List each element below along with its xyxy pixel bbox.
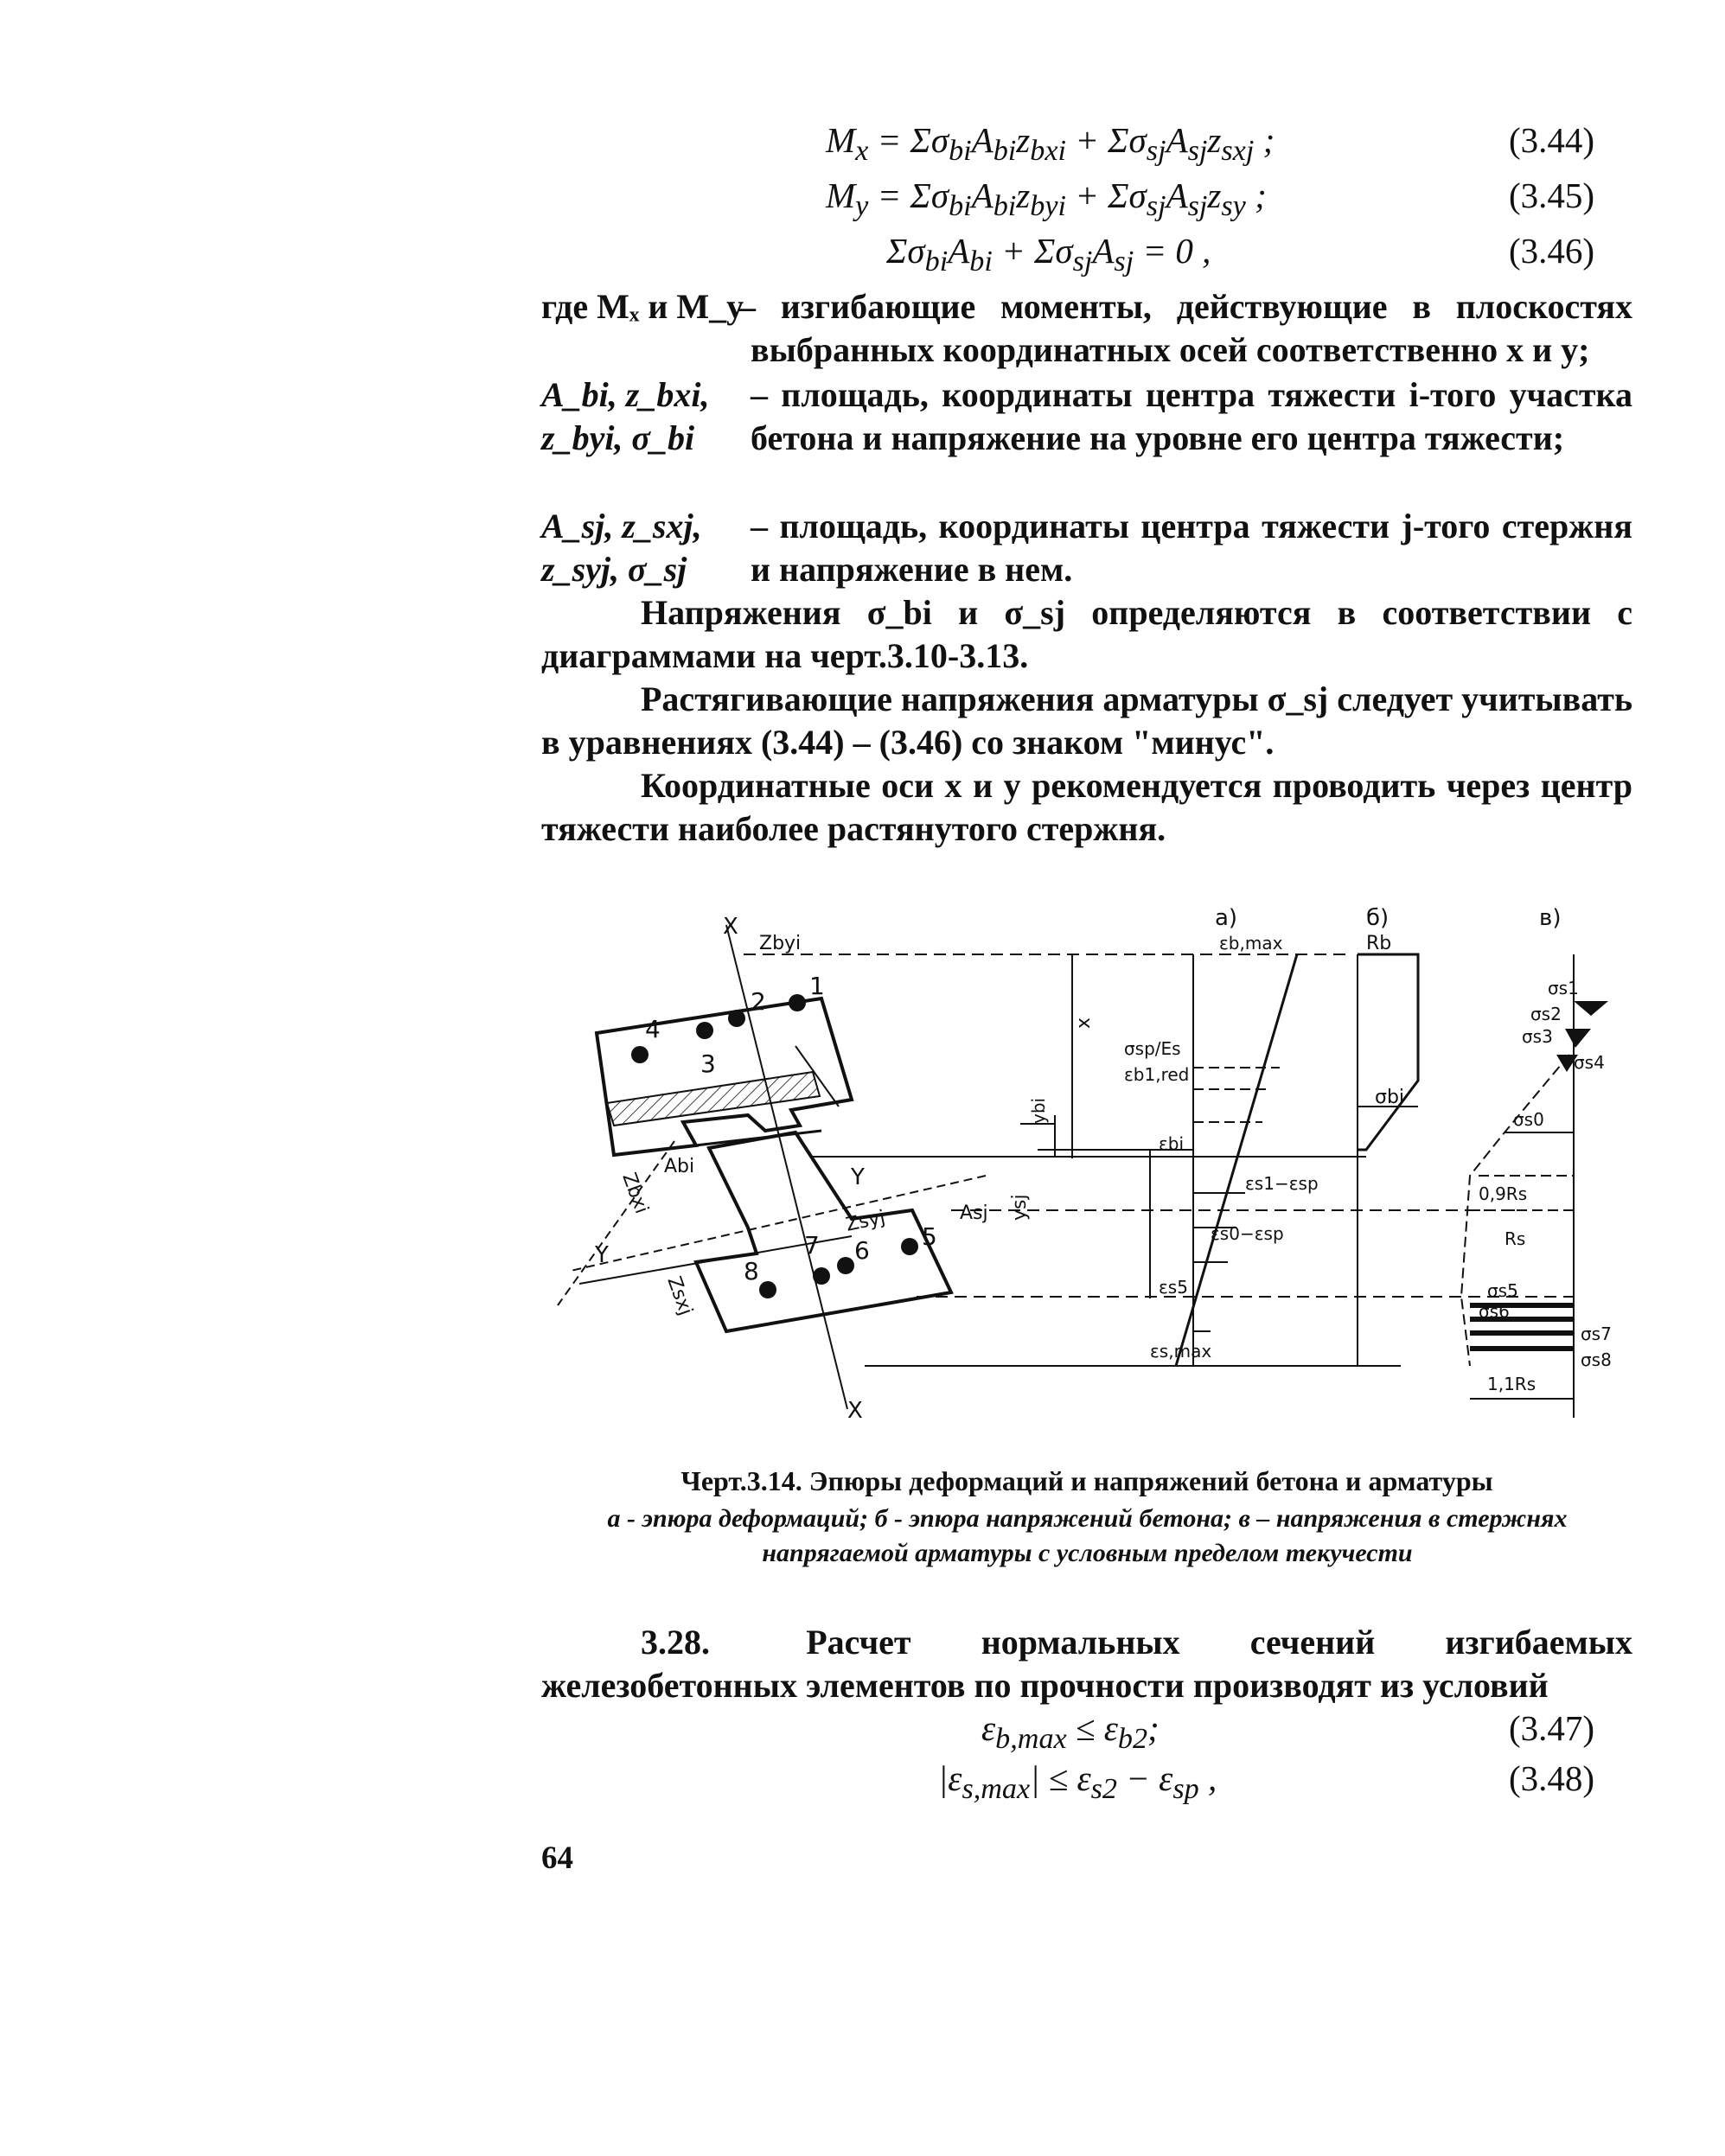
label-sigma-s6: σs6 <box>1479 1301 1510 1322</box>
label-eps-b1-red: εb1,red <box>1124 1064 1190 1085</box>
label-eps-s0-sp: εs0−εsp <box>1211 1223 1284 1244</box>
label-eps-b-max: εb,max <box>1219 933 1283 954</box>
axis-x-top: X <box>723 914 738 940</box>
definition-text-1: – изгибающие моменты, действующие в плоскостях выбранных координатных осей соответственно x и y; <box>738 287 1632 369</box>
bar-label-2: 2 <box>751 987 766 1016</box>
bar-1-icon <box>789 994 806 1011</box>
label-asj: Asj <box>960 1202 988 1224</box>
label-eps-s1-sp: εs1−εsp <box>1245 1173 1319 1194</box>
panel-a-strain <box>1176 954 1297 1366</box>
equation-3-48: $|\varepsilon_{s,max}| \le \varepsilon_{s2} - \varepsilon_{sp}$ , <box>938 1758 1217 1806</box>
bar-label-7: 7 <box>804 1231 820 1260</box>
label-sigma-s7: σs7 <box>1581 1324 1612 1344</box>
label-sigma-s1: σs1 <box>1548 978 1579 998</box>
definition-text-3: – площадь, координаты центра тяжести j-того стержня и напряжение в нем. <box>751 507 1632 589</box>
label-sigma-sp-es: σsp/Es <box>1124 1038 1181 1059</box>
bar-label-3: 3 <box>700 1049 716 1078</box>
axis-y-right: Y <box>851 1164 865 1190</box>
equation-3-45: $M_y = \Sigma\sigma_{bi}A_{bi}z_{byi} + \Sigma\sigma_{sj}A_{sj}z_{sy}$ ; <box>826 175 1267 223</box>
dimension-lines <box>744 954 1574 1366</box>
equation-number-3-46: (3.46) <box>1509 231 1595 271</box>
section-text: Расчет нормальных сечений изгибаемых железобетонных элементов по прочности производят из условий <box>541 1623 1632 1705</box>
label-sigma-s4: σs4 <box>1574 1052 1605 1073</box>
axis-y-left: Y <box>595 1242 609 1268</box>
label-abi: Abi <box>664 1156 695 1177</box>
label-zbyi: Zbyi <box>759 933 802 954</box>
bar-label-6: 6 <box>854 1236 870 1265</box>
bar-4-icon <box>631 1046 648 1063</box>
label-zsxj: Zsxj <box>662 1273 697 1318</box>
cross-section <box>597 998 951 1331</box>
label-sigma-s5: σs5 <box>1487 1280 1518 1301</box>
bar-label-4: 4 <box>645 1015 661 1043</box>
paragraph-1: Напряжения σ_bi и σ_sj определяются в соответствии с диаграммами на черт.3.10-3.13. <box>541 593 1632 675</box>
equation-3-46: $\Sigma\sigma_{bi}A_{bi} + \Sigma\sigma_{sj}A_{sj} = 0$ , <box>886 231 1211 278</box>
axis-x-bottom: X <box>847 1398 863 1424</box>
bar-3-icon <box>696 1022 713 1039</box>
section-3-28 <box>541 1621 1632 1707</box>
label-11rs: 1,1Rs <box>1487 1374 1537 1394</box>
label-zbxi: Zbxi <box>617 1170 653 1217</box>
figure-caption-title: Черт.3.14. Эпюры деформаций и напряжений бетона и арматуры <box>680 1465 1493 1496</box>
label-rb: Rb <box>1366 933 1392 954</box>
label-eps-bi: εbi <box>1159 1133 1185 1154</box>
definition-term-2: A_bi, z_bxi, z_byi, σ_bi <box>541 375 710 457</box>
label-sigma-s3: σs3 <box>1522 1026 1553 1047</box>
label-sigma-bi: σbi <box>1375 1087 1405 1108</box>
panel-a-label: а) <box>1215 905 1238 931</box>
paragraph-2: Растягивающие напряжения арматуры σ_sj следует учитывать в уравнениях (3.44) – (3.46) со знаком "минус". <box>541 679 1632 762</box>
definition-term-3: A_sj, z_sxj, z_syj, σ_sj <box>541 507 702 589</box>
label-zsyj: Zsyj <box>844 1206 887 1236</box>
equation-number-3-47: (3.47) <box>1509 1708 1595 1748</box>
panel-b-stress <box>1358 954 1418 1366</box>
bar-2-icon <box>728 1010 745 1027</box>
label-sigma-s8: σs8 <box>1581 1349 1612 1370</box>
bar-5-icon <box>901 1238 918 1255</box>
panel-c-label: в) <box>1539 905 1562 931</box>
label-x-dim: x <box>1073 1017 1095 1029</box>
equation-number-3-45: (3.45) <box>1509 175 1595 215</box>
page-number: 64 <box>541 1840 573 1876</box>
paragraph-3: Координатные оси x и y рекомендуется проводить через центр тяжести наиболее растянутого стержня. <box>541 766 1632 848</box>
label-sigma-s2: σs2 <box>1530 1004 1562 1024</box>
label-rs: Rs <box>1505 1228 1526 1249</box>
label-eps-s5: εs5 <box>1159 1277 1188 1298</box>
equation-3-47: $\varepsilon_{b,max} \le \varepsilon_{b2}$; <box>981 1708 1160 1756</box>
figure-caption-subtitle: а - эпюра деформаций; б - эпюра напряжений бетона; в – напряжения в стержнях напрягаемой арматуры с условным пределом текучести <box>607 1504 1568 1567</box>
bar-6-icon <box>837 1257 854 1274</box>
web-outline <box>696 1132 951 1331</box>
equation-number-3-44: (3.44) <box>1509 120 1595 160</box>
figure-3-14-diagram <box>553 899 1612 1452</box>
label-09rs: 0,9Rs <box>1479 1183 1528 1204</box>
definition-term-1: где Mₓ и M_y <box>541 287 744 326</box>
definition-text-2: – площадь, координаты центра тяжести i-того участка бетона и напряжение на уровне его центра тяжести; <box>751 375 1632 457</box>
equation-number-3-48: (3.48) <box>1509 1758 1595 1798</box>
section-number: 3.28. <box>641 1623 710 1662</box>
bar-label-8: 8 <box>744 1257 759 1285</box>
bar-label-5: 5 <box>922 1222 937 1251</box>
equation-3-44: $M_x = \Sigma\sigma_{bi}A_{bi}z_{bxi} + \Sigma\sigma_{sj}A_{sj}z_{sxj}$ ; <box>826 120 1275 168</box>
bar-8-icon <box>759 1281 776 1298</box>
section-axes <box>558 925 986 1409</box>
label-ysj: ysj <box>1009 1194 1031 1221</box>
label-ybi: ybi <box>1028 1097 1049 1124</box>
label-sigma-s0: σs0 <box>1513 1109 1544 1130</box>
bar-label-1: 1 <box>809 972 825 1000</box>
panel-b-label: б) <box>1366 905 1390 931</box>
label-eps-s-max: εs,max <box>1150 1341 1212 1362</box>
